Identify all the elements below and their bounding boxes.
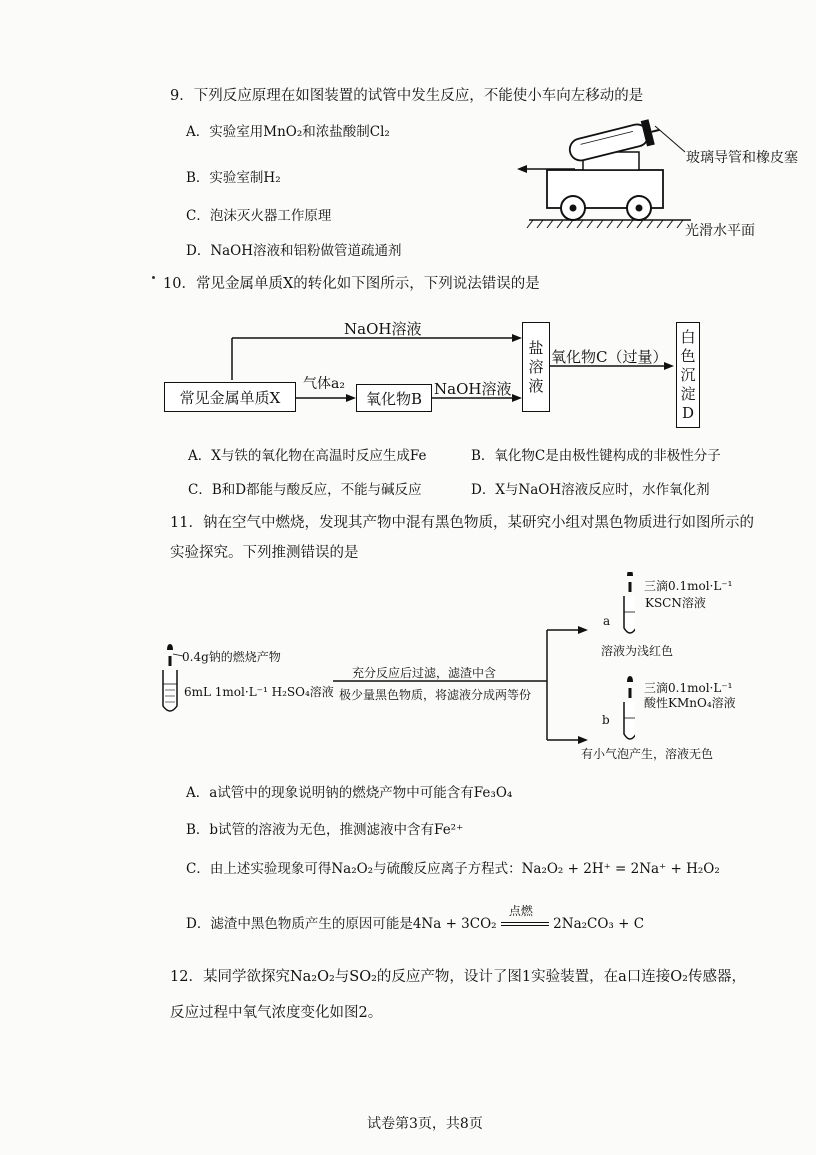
salt-char-3: 液 — [528, 376, 544, 395]
q11-b-reagent-1: 三滴0.1mol·L⁻¹ — [644, 681, 733, 695]
q10-option-b[interactable]: B．氧化物C是由极性键构成的非极性分子 — [471, 448, 721, 464]
q12-line2: 反应过程中氧气浓度变化如图2。 — [170, 1005, 383, 1021]
precip-char-1: 白 — [680, 327, 696, 346]
q11-arrow-bottom-label: 极少量黑色物质，将滤液分成两等份 — [339, 688, 532, 702]
flow-salt-solution — [522, 322, 550, 412]
flow-oxide-c: 氧化物C（过量） — [551, 348, 668, 366]
q11-option-d-suffix: 2Na₂CO₃ + C — [553, 916, 645, 932]
q11-a-reagent-1: 三滴0.1mol·L⁻¹ — [644, 579, 733, 593]
tube-b-icon — [624, 702, 635, 739]
q11-option-b[interactable]: B．b试管的溶液为无色，推测滤液中含有Fe²⁺ — [186, 822, 464, 838]
q11-stem-line2: 实验探究。下列推测错误的是 — [170, 545, 359, 561]
q9-option-a[interactable]: A．实验室用MnO₂和浓盐酸制Cl₂ — [186, 124, 390, 140]
q10-option-d[interactable]: D．X与NaOH溶液反应时，水作氧化剂 — [471, 482, 710, 498]
main-test-tube-icon — [163, 670, 177, 711]
q9-stem: 9．下列反应原理在如图装置的试管中发生反应，不能使小车向左移动的是 — [170, 88, 644, 104]
q12-line1: 12．某同学欲探究Na₂O₂与SO₂的反应产物，设计了图1实验装置，在a口连接O₂传感器， — [170, 969, 746, 985]
q11-a-label: a — [603, 614, 611, 628]
q11-a-result: 溶液为浅红色 — [601, 644, 674, 658]
q11-sample-label: 0.4g钠的燃烧产物 — [182, 650, 281, 664]
q11-stem-line1: 11．钠在空气中燃烧，发现其产物中混有黑色物质，某研究小组对黑色物质进行如图所示的 — [170, 515, 754, 531]
q11-b-reagent-2: 酸性KMnO₄溶液 — [644, 696, 736, 710]
precip-char-2: 色 — [680, 346, 696, 365]
scan-dot — [152, 276, 155, 279]
cart-ground-label: 光滑水平面 — [685, 223, 755, 239]
q9-option-c[interactable]: C．泡沫灭火器工作原理 — [186, 208, 332, 224]
precip-char-4: 淀 — [680, 384, 696, 403]
salt-char-2: 溶 — [528, 357, 544, 376]
tube-a-icon — [624, 596, 635, 633]
reaction-condition: 点燃 — [508, 903, 533, 918]
reaction-arrow — [501, 903, 549, 932]
q9-option-b[interactable]: B．实验室制H₂ — [186, 170, 281, 186]
q11-b-label: b — [602, 713, 610, 727]
left-arrow-icon — [517, 165, 527, 173]
q11-option-a[interactable]: A．a试管中的现象说明钠的燃烧产物中可能含有Fe₃O₄ — [186, 785, 513, 801]
q11-a-reagent-2: KSCN溶液 — [645, 596, 706, 610]
dropper-icon — [167, 644, 173, 650]
flow-white-precipitate — [676, 322, 700, 428]
q11-arrow-top-label: 充分反应后过滤，滤渣中含 — [352, 666, 497, 680]
flow-naoh-top: NaOH溶液 — [344, 320, 422, 338]
flow-naoh-mid: NaOH溶液 — [434, 380, 512, 398]
page-footer: 试卷第3页，共8页 — [367, 1116, 483, 1132]
flow-oxide-b: 氧化物B — [356, 384, 432, 412]
q10-option-c[interactable]: C．B和D都能与酸反应，不能与碱反应 — [188, 482, 422, 498]
flow-gas-label: 气体a₂ — [303, 376, 345, 392]
cart-tube-label: 玻璃导管和橡皮塞 — [686, 150, 798, 166]
salt-char-1: 盐 — [528, 338, 544, 357]
q11-option-d-prefix: D．滤渣中黑色物质产生的原因可能是4Na + 3CO₂ — [186, 916, 497, 932]
q10-flow-lines — [160, 318, 720, 430]
precip-char-3: 沉 — [680, 365, 696, 384]
q10-option-a[interactable]: A．X与铁的氧化物在高温时反应生成Fe — [188, 448, 427, 464]
q10-stem: 10．常见金属单质X的转化如下图所示，下列说法错误的是 — [163, 276, 540, 292]
q11-option-c[interactable]: C．由上述实验现象可得Na₂O₂与硫酸反应离子方程式：Na₂O₂ + 2H⁺ = 2Na⁺ + H₂O₂ — [186, 861, 720, 877]
q11-option-d[interactable] — [186, 903, 645, 932]
precip-char-5: D — [681, 403, 695, 422]
flow-metal-x: 常见金属单质X — [164, 382, 296, 412]
q11-acid-label: 6mL 1mol·L⁻¹ H₂SO₄溶液 — [184, 685, 334, 699]
q11-b-result: 有小气泡产生，溶液无色 — [581, 747, 714, 761]
q9-option-d[interactable]: D．NaOH溶液和铝粉做管道疏通剂 — [186, 243, 402, 259]
